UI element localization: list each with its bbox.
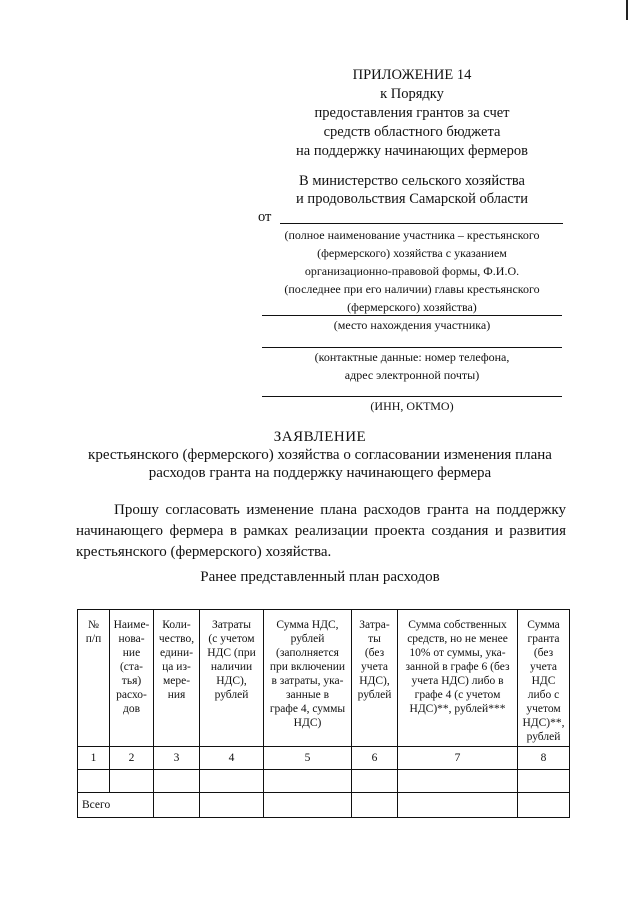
header-line: при включении [269,661,346,673]
hint-line: (фермерского) хозяйства с указанием [317,246,507,260]
header-line: Наиме- [113,619,150,631]
total-row [78,793,570,818]
header-cell [154,610,200,747]
table-cell [154,793,200,818]
table-cell [154,770,200,793]
total-label: Всего [78,793,154,818]
header-line: (без [364,647,385,659]
header-line: едини- [159,647,194,659]
column-number: 7 [398,747,518,770]
title-sub-line: крестьянского (фермерского) хозяйства о согласовании изменения плана [88,447,552,463]
table-cell [518,770,570,793]
header-line: чество, [158,633,195,645]
header-line: дов [122,703,141,715]
header-cell [398,610,518,747]
appendix-line: ПРИЛОЖЕНИЕ 14 [352,67,472,83]
header-line: (ста- [119,661,144,673]
header-line: расхо- [116,689,147,701]
column-number: 1 [78,747,110,770]
header-line: п/п [85,633,102,645]
header-line: рублей [357,689,392,701]
header-line: ца из- [162,661,191,673]
appendix-line: средств областного бюджета [323,124,501,140]
request-paragraph: Прошу согласовать изменение плана расходов гранта на поддержку начинающего фермера в рамках реализации проекта создания и развития крестьянского (фермерского) хозяйства. [76,502,566,560]
recipient-line: В министерство сельского хозяйства [299,173,525,189]
table-cell [264,793,352,818]
header-line: ты [368,633,381,645]
header-cell [264,610,352,747]
header-line: (с учетом [208,633,255,645]
header-line: нова- [118,633,145,645]
table-cell [110,770,154,793]
scan-edge-mark [626,0,632,20]
header-line: НДС), [216,675,247,687]
table-row [78,770,570,793]
header-line: графе 4, суммы [269,703,346,715]
table-cell [200,793,264,818]
title-main: ЗАЯВЛЕНИЕ [273,429,367,445]
header-line: тья) [121,675,142,687]
hint-line: организационно-правовой формы, Ф.И.О. [304,264,520,278]
hint-line: (фермерского) хозяйства) [347,300,477,314]
hint-line: адрес электронной почты) [344,368,480,382]
header-line: Коли- [162,619,191,631]
header-line: в затраты, ука- [271,675,344,687]
header-line: занные в [285,689,330,701]
header-line: ния [167,689,186,701]
plan-caption: Ранее представленный план расходов [200,569,440,585]
header-line: учета НДС) либо в [411,675,504,687]
table-cell [78,770,110,793]
header-cell [200,610,264,747]
appendix-line: предоставления грантов за счет [314,105,510,121]
appendix-header [262,66,562,161]
appendix-line: на поддержку начинающих фермеров [296,143,528,159]
header-line: Затра- [359,619,390,631]
recipient-block [262,172,562,208]
column-number: 3 [154,747,200,770]
hint-line: (полное наименование участника – крестьянского [284,228,540,242]
expense-plan-table [77,609,570,818]
header-line: учетом [526,703,561,715]
column-number: 6 [352,747,398,770]
applicant-name-line [280,223,563,224]
appendix-line: к Порядку [380,86,444,102]
column-number: 5 [264,747,352,770]
header-line: НДС), [359,675,390,687]
document-title [60,428,580,482]
column-number: 8 [518,747,570,770]
column-number-row [78,747,570,770]
hint-line: (последнее при его наличии) главы крестьянского [284,282,540,296]
header-line: Сумма собственных [408,619,507,631]
title-sub-line: расходов гранта на поддержку начинающего фермера [148,465,492,481]
header-line: гранта [527,633,560,645]
header-line: 10% от суммы, ука- [409,647,506,659]
header-line: рублей [526,731,561,743]
header-line: НДС) [293,717,322,729]
table-cell [264,770,352,793]
header-line: Сумма НДС, [276,619,339,631]
table-cell [200,770,264,793]
from-label: от [258,209,272,225]
header-cell [352,610,398,747]
header-line: ние [122,647,141,659]
header-line: средств, но не менее [407,633,508,645]
header-cell [110,610,154,747]
recipient-line: и продовольствия Самарской области [296,191,528,207]
table-cell [398,793,518,818]
from-row [258,209,563,227]
header-line: (заполняется [276,647,339,659]
header-line: НДС)**, [522,717,565,729]
header-line: наличии [210,661,253,673]
header-line: № [88,619,99,631]
inn-hint: (ИНН, ОКТМО) [370,399,454,413]
table-cell [352,770,398,793]
header-line: графе 4 (с учетом [414,689,501,701]
table-header-row [78,610,570,747]
header-line: НДС)**, рублей*** [409,703,506,715]
applicant-name-hint [262,226,562,316]
header-line: учета [530,661,557,673]
column-number: 4 [200,747,264,770]
header-line: Затраты [211,619,252,631]
header-line: мере- [162,675,191,687]
header-line: Сумма [527,619,560,631]
header-line: учета [361,661,388,673]
column-number: 2 [110,747,154,770]
location-hint: (место нахождения участника) [333,318,491,332]
header-line: занной в графе 6 (без [405,661,510,673]
table-cell [398,770,518,793]
header-cell [518,610,570,747]
header-line: НДС [531,675,556,687]
header-line: рублей [214,689,249,701]
table-cell [352,793,398,818]
header-cell [78,610,110,747]
header-line: НДС (при [207,647,256,659]
header-line: (без [533,647,554,659]
header-line: рублей [290,633,325,645]
table-cell [518,793,570,818]
contacts-hint [262,348,562,384]
header-line: либо с [527,689,560,701]
hint-line: (контактные данные: номер телефона, [314,350,510,364]
